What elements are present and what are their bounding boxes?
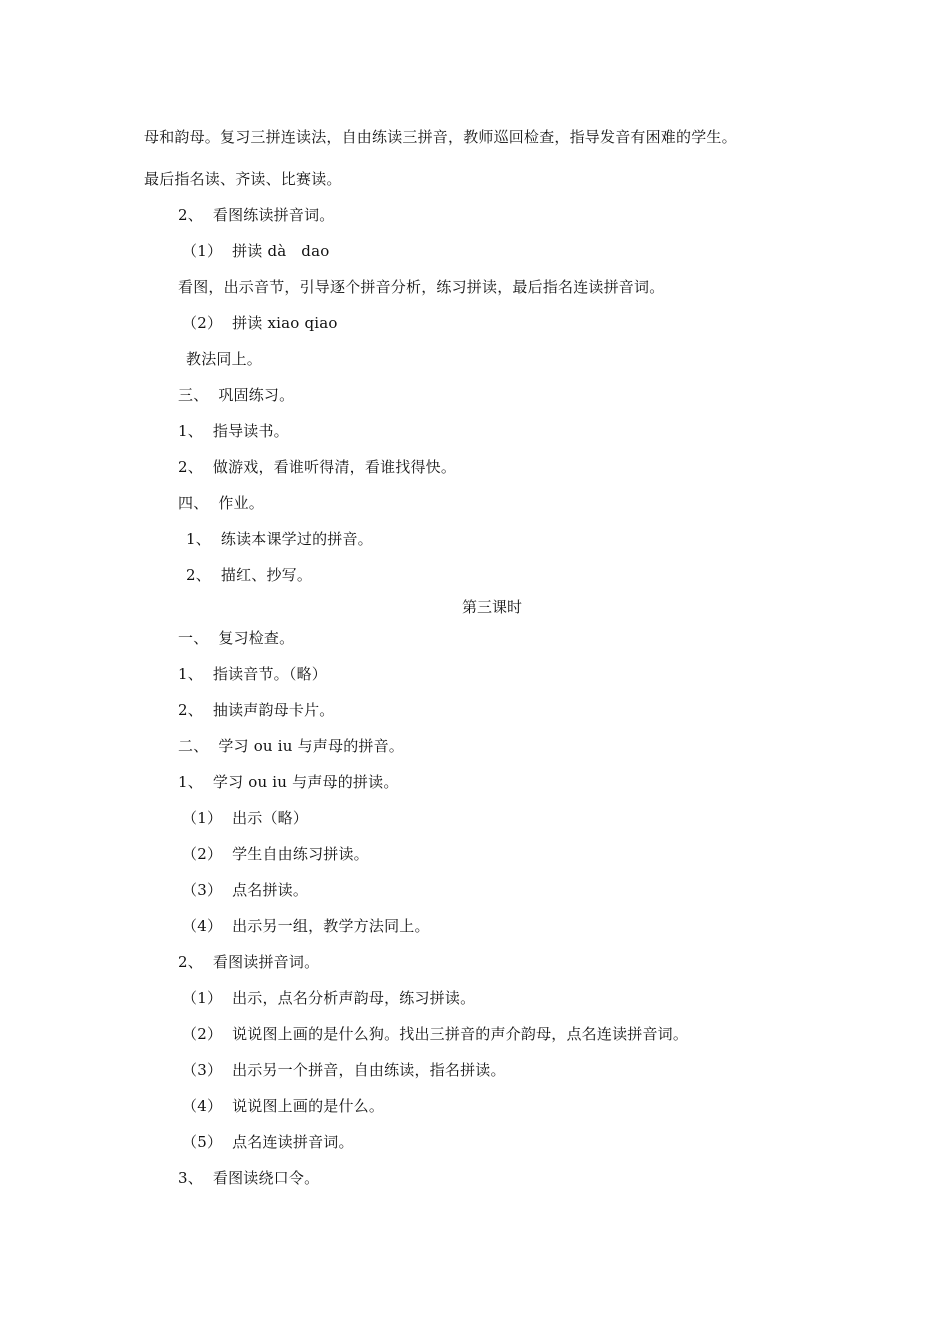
- list-item: （5） 点名连读拼音词。: [182, 1133, 354, 1151]
- section-heading: 二、 学习 ou iu 与声母的拼音。: [178, 737, 404, 755]
- section-heading: 三、 巩固练习。: [178, 386, 295, 404]
- list-item: （4） 说说图上画的是什么。: [182, 1097, 385, 1115]
- list-item: （2） 学生自由练习拼读。: [182, 845, 369, 863]
- list-item: 2、 抽读声韵母卡片。: [178, 701, 335, 719]
- list-item: 2、 描红、抄写。: [186, 566, 313, 584]
- list-item: 1、 指读音节。（略）: [178, 665, 327, 683]
- section-heading: 四、 作业。: [178, 494, 264, 512]
- list-item: （1） 拼读 dà dao: [182, 242, 330, 260]
- paragraph-line: 母和韵母。复习三拼连读法，自由练读三拼音，教师巡回检查，指导发音有困难的学生。: [144, 128, 737, 146]
- list-item: 1、 指导读书。: [178, 422, 289, 440]
- list-item: （4） 出示另一组，教学方法同上。: [182, 917, 430, 935]
- list-item: 2、 看图读拼音词。: [178, 953, 320, 971]
- list-item: 1、 练读本课学过的拼音。: [186, 530, 373, 548]
- list-item: 2、 做游戏，看谁听得清，看谁找得快。: [178, 458, 457, 476]
- list-item: （1） 出示，点名分析声韵母，练习拼读。: [182, 989, 476, 1007]
- list-item: 1、 学习 ou iu 与声母的拼读。: [178, 773, 399, 791]
- paragraph-line: 看图，出示音节，引导逐个拼音分析，练习拼读，最后指名连读拼音词。: [178, 278, 665, 296]
- list-item: （1） 出示（略）: [182, 809, 309, 827]
- paragraph-line: 最后指名读、齐读、比赛读。: [144, 170, 342, 188]
- list-item: （3） 出示另一个拼音，自由练读，指名拼读。: [182, 1061, 506, 1079]
- list-item: （2） 拼读 xiao qiao: [182, 314, 338, 332]
- paragraph-line: 教法同上。: [186, 350, 263, 368]
- list-item: （3） 点名拼读。: [182, 881, 309, 899]
- section-heading: 一、 复习检查。: [178, 629, 295, 647]
- section-title: 第三课时: [461, 598, 522, 616]
- list-item: 2、 看图练读拼音词。: [178, 206, 335, 224]
- list-item: （2） 说说图上画的是什么狗。找出三拼音的声介韵母，点名连读拼音词。: [182, 1025, 689, 1043]
- list-item: 3、 看图读绕口令。: [178, 1169, 320, 1187]
